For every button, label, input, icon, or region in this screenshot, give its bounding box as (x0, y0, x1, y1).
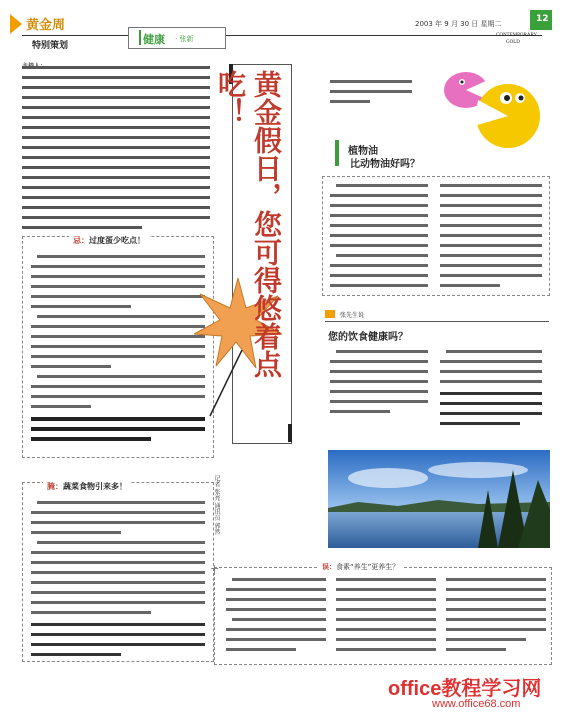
triangle-marker-icon (10, 14, 22, 34)
header-left-block (0, 0, 110, 56)
plant-title-line2: 比动物油好吗？ (350, 159, 420, 170)
pacman-icon (440, 62, 550, 152)
page-number: 12 (536, 14, 549, 24)
plant-text-left (330, 184, 430, 294)
box-vegetable (22, 482, 214, 662)
byline: 记者 张亮 通讯员 郭然 (213, 475, 220, 535)
column-sub: · 张新 (175, 35, 194, 43)
column-tag (128, 27, 226, 49)
cursor-bar (139, 30, 141, 45)
landscape-photo (328, 450, 550, 548)
box-bottom-text (226, 578, 546, 658)
header-line (22, 35, 542, 36)
box-bottom-title: 食素“养生”更养生？ (336, 563, 400, 571)
intro-text-placeholder (22, 62, 212, 238)
top-right-text (330, 80, 420, 122)
page-number-badge (530, 10, 552, 30)
box-bottom-header (318, 562, 403, 572)
brand-line2: GOLD (506, 40, 520, 45)
intro-block (22, 62, 212, 238)
box-vegetable-label: 腌： (47, 482, 63, 491)
box-wheat-header (69, 235, 149, 246)
box-bottom-label: 误： (322, 563, 336, 571)
dinner-text-right (440, 350, 544, 436)
box-vegetable-text (31, 497, 207, 657)
dinner-text-left (330, 350, 430, 436)
article-title: 黄金假日，您可得悠着点吃！ (214, 70, 283, 378)
watermark-url-text: www.office68.com (432, 698, 521, 710)
dinner-rule (325, 321, 549, 322)
box-wheat-text (31, 251, 207, 451)
box-wheat-title: 过度蛋少吃点！ (89, 236, 145, 245)
box-vegetable-header (43, 481, 131, 492)
plant-title-line1: 植物油 (348, 146, 378, 157)
watermark-logo-text: office教程学习网 (388, 678, 542, 700)
box-wheat (22, 236, 214, 458)
subsection-title: 特别策划 (32, 41, 69, 51)
box-bottom-corner-icon: + (210, 562, 220, 575)
dinner-tag-text: 张先生说 (340, 312, 365, 319)
title-frame-accent-bottom (288, 424, 292, 442)
date-text: 2003 年 9 月 30 日 星期二 (415, 20, 502, 28)
plant-title-bar (335, 140, 339, 166)
plant-text-right (440, 184, 544, 294)
section-title: 黄金周 (26, 18, 66, 33)
box-vegetable-title: 蔬菜食物引来多！ (63, 482, 127, 491)
box-wheat-label: 忌： (73, 236, 89, 245)
dinner-tag (325, 310, 335, 318)
dinner-title: 您的饮食健康吗？ (328, 332, 408, 343)
column-label: 健康 (143, 33, 165, 46)
brand-line1: CONTEMPORARY (496, 33, 538, 38)
